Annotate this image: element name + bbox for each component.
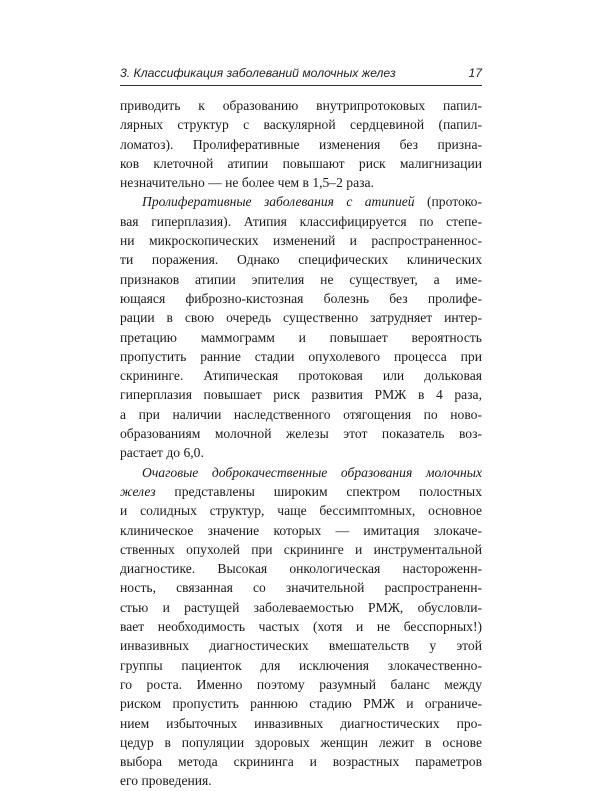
text-line bbox=[120, 540, 482, 559]
text-line bbox=[120, 482, 482, 501]
paragraph bbox=[120, 96, 482, 192]
text-run: вает необходимость частых (хотя и не бесспорных!) bbox=[120, 619, 482, 635]
text-run: стью и растущей заболеваемостью РМЖ, обусловли- bbox=[120, 599, 482, 615]
text-run: растает до 6,0. bbox=[120, 445, 204, 461]
text-run: клиническое значение которых — имитация злокаче- bbox=[120, 522, 482, 538]
text-line bbox=[120, 385, 482, 404]
text-line bbox=[120, 636, 482, 655]
text-line bbox=[120, 289, 482, 308]
text-run: и солидных структур, чаще бессимптомных, основное bbox=[120, 503, 482, 519]
text-run: цедур в популяции здоровых женщин лежит в основе bbox=[120, 734, 482, 750]
text-run: инвазивных диагностических вмешательств у этой bbox=[120, 638, 482, 654]
text-line bbox=[120, 443, 482, 462]
body-text bbox=[120, 96, 482, 791]
paragraph bbox=[120, 463, 482, 791]
header-rule bbox=[120, 85, 482, 86]
text-run: ков клеточной атипии повышают риск малигнизации bbox=[120, 155, 482, 171]
text-line bbox=[120, 463, 482, 482]
text-line bbox=[120, 559, 482, 578]
text-line bbox=[120, 405, 482, 424]
text-run: признаков атипии эпителия не существует, а име- bbox=[120, 271, 482, 287]
italic-term: Очаговые доброкачественные образования молочных bbox=[142, 464, 482, 480]
text-run: ственных опухолей при скрининге и инструментальной bbox=[120, 541, 482, 557]
text-run: гиперплазия повышает риск развития РМЖ в 4 раза, bbox=[120, 387, 482, 403]
text-line bbox=[120, 501, 482, 520]
text-run: го роста. Именно поэтому разумный баланс между bbox=[120, 676, 482, 692]
italic-term: желез bbox=[120, 483, 156, 499]
text-run: вая гиперплазия). Атипия классифицируется по степе- bbox=[120, 213, 482, 229]
text-line bbox=[120, 771, 482, 790]
text-line bbox=[120, 656, 482, 675]
text-run: скрининге. Атипическая протоковая или дольковая bbox=[120, 368, 482, 384]
text-line bbox=[120, 192, 482, 211]
text-line bbox=[120, 231, 482, 250]
chapter-title: 3. Классификация заболеваний молочных желез bbox=[120, 66, 396, 80]
italic-term: Пролиферативные заболевания с атипией bbox=[142, 194, 415, 210]
text-line bbox=[120, 154, 482, 173]
text-line bbox=[120, 115, 482, 134]
text-run: (протоко- bbox=[414, 194, 482, 210]
text-run: лярных структур с васкулярной сердцевиной (папил- bbox=[120, 117, 482, 133]
text-run: выбора метода скрининга и возрастных параметров bbox=[120, 754, 482, 770]
text-line bbox=[120, 135, 482, 154]
text-line bbox=[120, 270, 482, 289]
text-line bbox=[120, 598, 482, 617]
text-line bbox=[120, 578, 482, 597]
text-line bbox=[120, 173, 482, 192]
text-run: рации в свою очередь существенно затрудняет интер- bbox=[120, 310, 482, 326]
text-line bbox=[120, 250, 482, 269]
text-line bbox=[120, 694, 482, 713]
text-line bbox=[120, 366, 482, 385]
text-run: ломатоз). Пролиферативные изменения без призна- bbox=[120, 136, 482, 152]
text-line bbox=[120, 714, 482, 733]
text-run: представлены широким спектром полостных bbox=[155, 483, 482, 499]
paragraph bbox=[120, 192, 482, 462]
text-run: образованиям молочной железы этот показатель воз- bbox=[120, 426, 482, 442]
text-line bbox=[120, 424, 482, 443]
text-run: диагностике. Высокая онкологическая настороженн- bbox=[120, 561, 482, 577]
text-run: приводить к образованию внутрипротоковых папил- bbox=[120, 98, 482, 113]
text-run: риском пропустить раннюю стадию РМЖ и ограниче- bbox=[120, 696, 482, 712]
text-run: ность, связанная со значительной распространенн- bbox=[120, 580, 482, 596]
text-line bbox=[120, 617, 482, 636]
text-run: группы пациенток для исключения злокачественно- bbox=[120, 657, 482, 673]
text-line bbox=[120, 328, 482, 347]
text-run: его проведения. bbox=[120, 773, 212, 789]
text-run: претацию маммограмм и повышает вероятность bbox=[120, 329, 482, 345]
text-line bbox=[120, 521, 482, 540]
text-line bbox=[120, 675, 482, 694]
text-run: ти поражения. Однако специфических клинических bbox=[120, 252, 482, 268]
text-line bbox=[120, 308, 482, 327]
text-run: нием избыточных инвазивных диагностических про- bbox=[120, 715, 482, 731]
text-run: пропустить ранние стадии опухолевого процесса при bbox=[120, 348, 482, 364]
text-line bbox=[120, 212, 482, 231]
text-line bbox=[120, 96, 482, 115]
text-line bbox=[120, 347, 482, 366]
page-number: 17 bbox=[468, 66, 482, 80]
text-run: ющаяся фиброзно-кистозная болезнь без пролифе- bbox=[120, 290, 482, 306]
text-run: а при наличии наследственного отягощения по ново- bbox=[120, 406, 482, 422]
text-run: незначительно — не более чем в 1,5–2 раза. bbox=[120, 175, 374, 191]
text-line bbox=[120, 733, 482, 752]
text-run: ни микроскопических изменений и распространеннос- bbox=[120, 233, 482, 249]
text-line bbox=[120, 752, 482, 771]
running-header bbox=[120, 62, 482, 84]
